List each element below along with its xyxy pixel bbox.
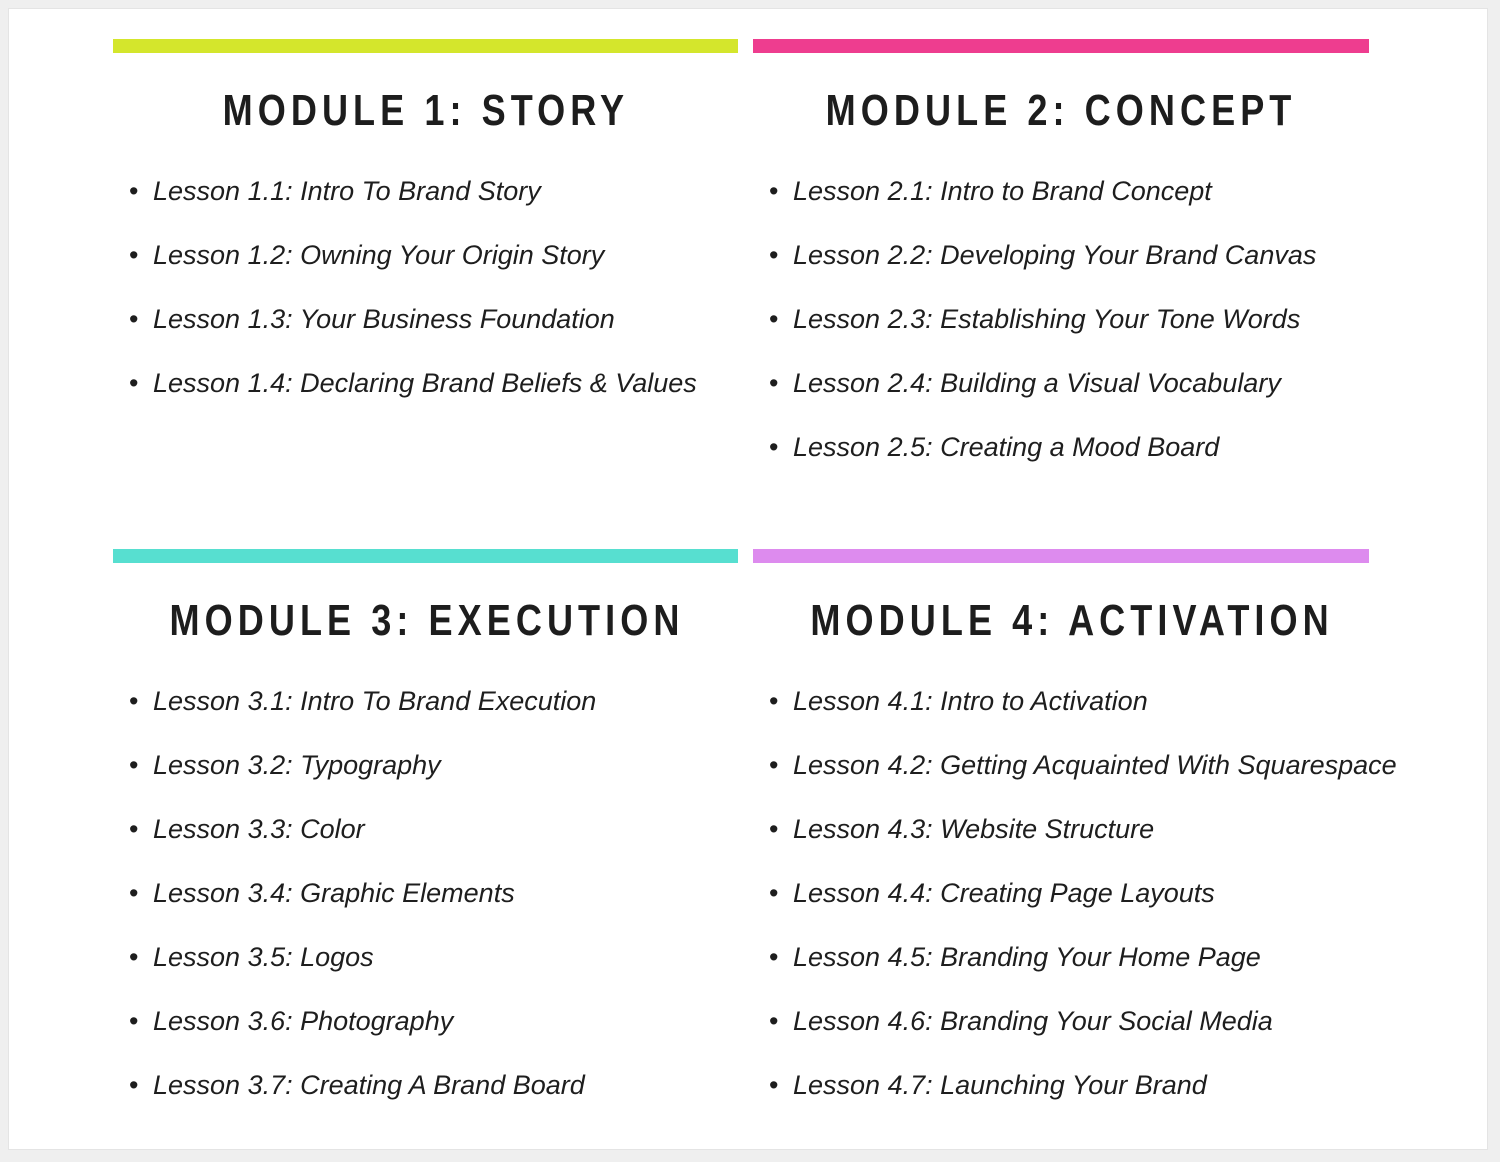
lesson-item: • Lesson 3.2: Typography — [129, 733, 738, 797]
lesson-item: • Lesson 3.4: Graphic Elements — [129, 861, 738, 925]
module-4-title — [753, 596, 1369, 645]
course-outline-card — [8, 8, 1488, 1150]
module-1-accent-bar — [113, 39, 738, 53]
module-4-lesson-list — [753, 669, 1397, 1117]
module-2-accent-bar — [753, 39, 1369, 53]
module-3-accent-bar — [113, 549, 738, 563]
module-1-title-text: MODULE 1: STORY — [222, 86, 629, 135]
lesson-item: • Lesson 4.3: Website Structure — [769, 797, 1369, 861]
module-2-title — [753, 86, 1369, 135]
lesson-item: • Lesson 3.3: Color — [129, 797, 738, 861]
lesson-item: • Lesson 4.2: Getting Acquainted With Squarespace — [769, 733, 1369, 797]
module-2-lesson-list — [753, 159, 1369, 479]
lesson-item: • Lesson 4.1: Intro to Activation — [769, 669, 1369, 733]
lesson-item: • Lesson 2.5: Creating a Mood Board — [769, 415, 1369, 479]
lesson-item: • Lesson 2.2: Developing Your Brand Canvas — [769, 223, 1369, 287]
lesson-item: • Lesson 3.6: Photography — [129, 989, 738, 1053]
lesson-item: • Lesson 4.6: Branding Your Social Media — [769, 989, 1369, 1053]
lesson-item: • Lesson 1.2: Owning Your Origin Story — [129, 223, 738, 287]
module-3-title-text: MODULE 3: EXECUTION — [169, 596, 685, 645]
lesson-item: • Lesson 2.4: Building a Visual Vocabulary — [769, 351, 1369, 415]
lesson-item: • Lesson 3.7: Creating A Brand Board — [129, 1053, 738, 1117]
module-1-title — [113, 86, 738, 135]
lesson-item: • Lesson 4.5: Branding Your Home Page — [769, 925, 1369, 989]
lesson-item: • Lesson 1.4: Declaring Brand Beliefs & Values — [129, 351, 738, 415]
module-4-accent-bar — [753, 549, 1369, 563]
module-3-title — [113, 596, 738, 645]
module-2-title-text: MODULE 2: CONCEPT — [825, 86, 1297, 135]
lesson-item: • Lesson 4.4: Creating Page Layouts — [769, 861, 1369, 925]
lesson-item: • Lesson 1.1: Intro To Brand Story — [129, 159, 738, 223]
module-4-section — [753, 549, 1397, 1117]
module-4-title-text: MODULE 4: ACTIVATION — [810, 596, 1334, 645]
module-3-section — [113, 549, 738, 1117]
module-3-lesson-list — [113, 669, 738, 1117]
modules-grid — [9, 9, 1487, 1117]
lesson-item: • Lesson 3.5: Logos — [129, 925, 738, 989]
module-1-section — [113, 39, 738, 549]
lesson-item: • Lesson 2.3: Establishing Your Tone Words — [769, 287, 1369, 351]
lesson-item: • Lesson 2.1: Intro to Brand Concept — [769, 159, 1369, 223]
lesson-item: • Lesson 4.7: Launching Your Brand — [769, 1053, 1369, 1117]
module-1-lesson-list — [113, 159, 738, 415]
lesson-item: • Lesson 1.3: Your Business Foundation — [129, 287, 738, 351]
module-2-section — [753, 39, 1369, 549]
lesson-item: • Lesson 3.1: Intro To Brand Execution — [129, 669, 738, 733]
